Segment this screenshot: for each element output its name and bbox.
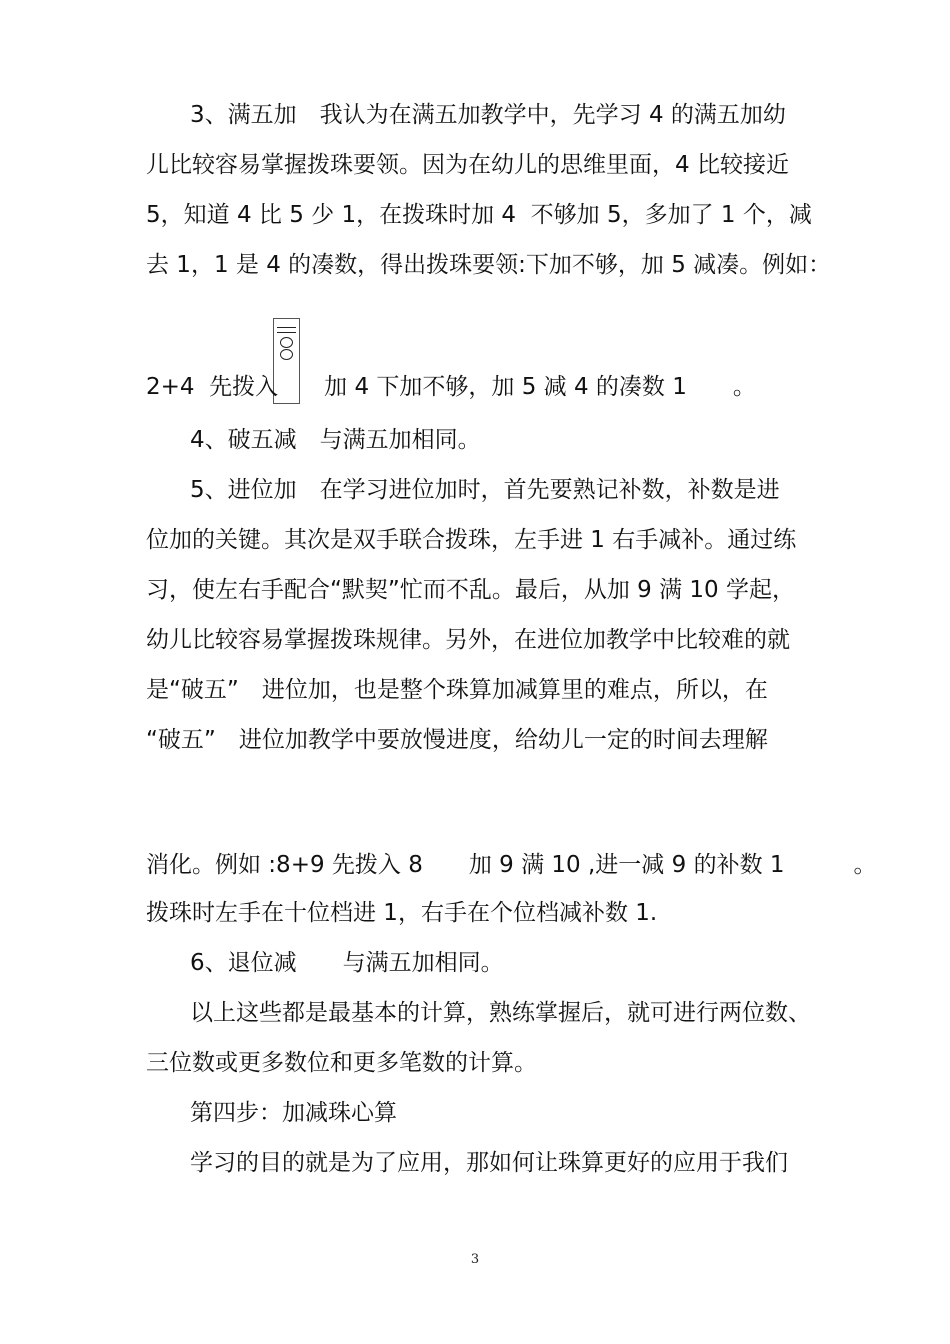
abacus-bead	[280, 337, 293, 348]
page-number: 3	[470, 1252, 480, 1267]
text-line: 3、满五加 我认为在满五加教学中，先学习 4 的满五加幼	[190, 102, 786, 128]
text-line: 4、破五减 与满五加相同。	[190, 427, 481, 453]
text-line: 消化。例如 :8+9 先拨入 8 加 9 满 10 ,进一减 9 的补数 1 。	[146, 852, 877, 878]
text-line: 学习的目的就是为了应用，那如何让珠算更好的应用于我们	[190, 1150, 788, 1176]
text-line: 2+4 先拨入 加 4 下加不够，加 5 减 4 的凑数 1 。	[146, 374, 756, 400]
abacus-bar	[277, 332, 296, 333]
text-line: 儿比较容易掌握拨珠要领。因为在幼儿的思维里面，4 比较接近	[146, 152, 789, 178]
text-line: 幼儿比较容易掌握拨珠规律。另外，在进位加教学中比较难的就	[146, 627, 790, 653]
text-line: 习，使左右手配合“默契”忙而不乱。最后，从加 9 满 10 学起，	[146, 577, 795, 603]
text-line: 以上这些都是最基本的计算，熟练掌握后，就可进行两位数、	[190, 1000, 811, 1026]
text-line: 第四步：加减珠心算	[190, 1100, 397, 1126]
text-line: 6、退位减 与满五加相同。	[190, 950, 504, 976]
abacus-bar	[277, 327, 296, 328]
text-line: 拨珠时左手在十位档进 1，右手在个位档减补数 1.	[146, 900, 658, 926]
text-line: 5，知道 4 比 5 少 1，在拨珠时加 4 不够加 5，多加了 1 个，减	[146, 202, 812, 228]
text-line: 去 1，1 是 4 的凑数，得出拨珠要领:下加不够，加 5 减凑。例如：	[146, 252, 832, 278]
text-line: 位加的关键。其次是双手联合拨珠，左手进 1 右手减补。通过练	[146, 527, 797, 553]
text-line: 三位数或更多数位和更多笔数的计算。	[146, 1050, 537, 1076]
text-line: 是“破五” 进位加，也是整个珠算加减算里的难点，所以，在	[146, 677, 768, 703]
text-line: “破五” 进位加教学中要放慢进度，给幼儿一定的时间去理解	[146, 727, 768, 753]
abacus-bead	[280, 349, 293, 360]
text-line: 5、进位加 在学习进位加时，首先要熟记补数，补数是进	[190, 477, 780, 503]
